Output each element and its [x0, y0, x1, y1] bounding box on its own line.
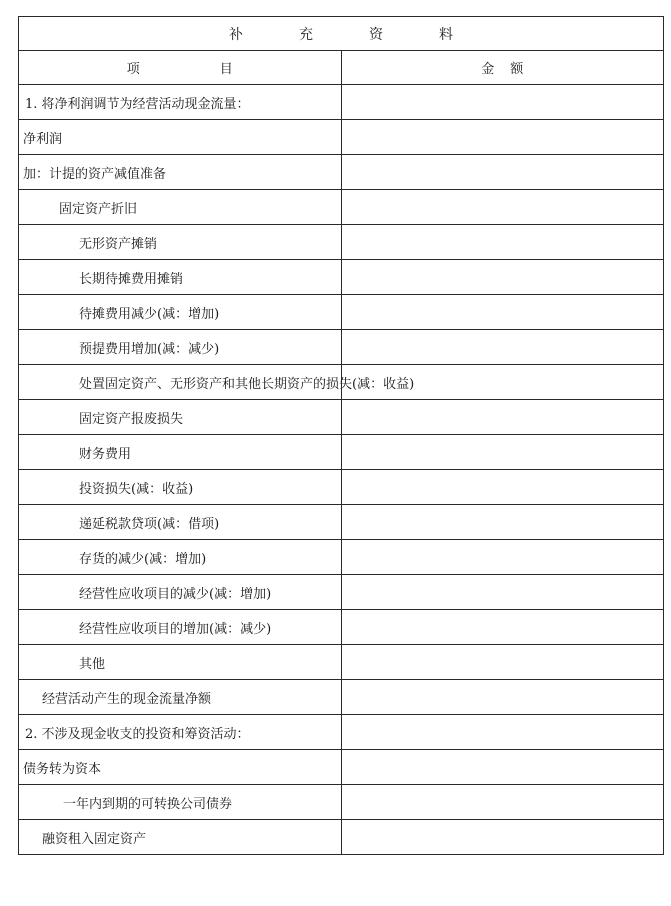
row-amount	[341, 820, 664, 855]
row-amount	[341, 330, 664, 365]
row-amount	[341, 120, 664, 155]
table-row	[19, 190, 664, 225]
table-row	[19, 820, 664, 855]
row-label: 其他	[19, 645, 342, 680]
table-row	[19, 645, 664, 680]
row-label: 加：计提的资产减值准备	[19, 155, 342, 190]
table-row	[19, 225, 664, 260]
row-label: 财务费用	[19, 435, 342, 470]
row-label: 1. 将净利润调节为经营活动现金流量：	[19, 85, 342, 120]
table-row	[19, 505, 664, 540]
row-label: 融资租入固定资产	[19, 820, 342, 855]
row-amount	[341, 155, 664, 190]
row-label: 债务转为资本	[19, 750, 342, 785]
row-label: 2. 不涉及现金收支的投资和筹资活动：	[19, 715, 342, 750]
row-label: 长期待摊费用摊销	[19, 260, 342, 295]
table-row	[19, 435, 664, 470]
row-amount	[341, 400, 664, 435]
table-row	[19, 470, 664, 505]
table-row	[19, 680, 664, 715]
row-label: 预提费用增加(减：减少)	[19, 330, 342, 365]
table-row	[19, 715, 664, 750]
row-label: 投资损失(减：收益)	[19, 470, 342, 505]
row-amount	[341, 85, 664, 120]
table-row	[19, 295, 664, 330]
row-amount	[341, 610, 664, 645]
table-row	[19, 365, 664, 400]
supplementary-info-table	[18, 16, 664, 855]
table-row	[19, 330, 664, 365]
header-row	[19, 51, 664, 85]
row-amount	[341, 225, 664, 260]
row-amount	[341, 435, 664, 470]
row-amount	[341, 260, 664, 295]
table-row	[19, 785, 664, 820]
row-label: 经营性应收项目的减少(减：增加)	[19, 575, 342, 610]
row-amount	[341, 785, 664, 820]
title-row	[19, 17, 664, 51]
row-amount	[341, 190, 664, 225]
table-row	[19, 400, 664, 435]
row-amount	[341, 470, 664, 505]
table-row	[19, 155, 664, 190]
row-amount	[341, 750, 664, 785]
table	[18, 16, 664, 855]
row-amount	[341, 645, 664, 680]
row-label: 经营活动产生的现金流量净额	[19, 680, 342, 715]
header-item-cell	[19, 51, 342, 85]
row-label: 固定资产报废损失	[19, 400, 342, 435]
row-label: 处置固定资产、无形资产和其他长期资产的损失(减：收益)	[19, 365, 342, 400]
row-amount	[341, 575, 664, 610]
row-label: 存货的减少(减：增加)	[19, 540, 342, 575]
row-label: 固定资产折旧	[19, 190, 342, 225]
row-amount	[341, 680, 664, 715]
table-row	[19, 260, 664, 295]
header-amount: 金额	[481, 62, 540, 77]
row-amount	[341, 715, 664, 750]
table-row	[19, 540, 664, 575]
table-row	[19, 85, 664, 120]
row-label: 一年内到期的可转换公司债券	[19, 785, 342, 820]
table-row	[19, 610, 664, 645]
table-row	[19, 575, 664, 610]
row-label: 净利润	[19, 120, 342, 155]
row-label: 经营性应收项目的增加(减：减少)	[19, 610, 342, 645]
row-amount	[341, 540, 664, 575]
row-label: 递延税款贷项(减：借项)	[19, 505, 342, 540]
table-row	[19, 120, 664, 155]
table-title-cell	[19, 17, 664, 51]
table-title: 补充资料	[229, 26, 509, 43]
header-item: 项目	[126, 62, 313, 77]
row-amount	[341, 295, 664, 330]
row-label: 待摊费用减少(减：增加)	[19, 295, 342, 330]
row-amount	[341, 505, 664, 540]
header-amount-cell	[341, 51, 664, 85]
row-label: 无形资产摊销	[19, 225, 342, 260]
table-row	[19, 750, 664, 785]
